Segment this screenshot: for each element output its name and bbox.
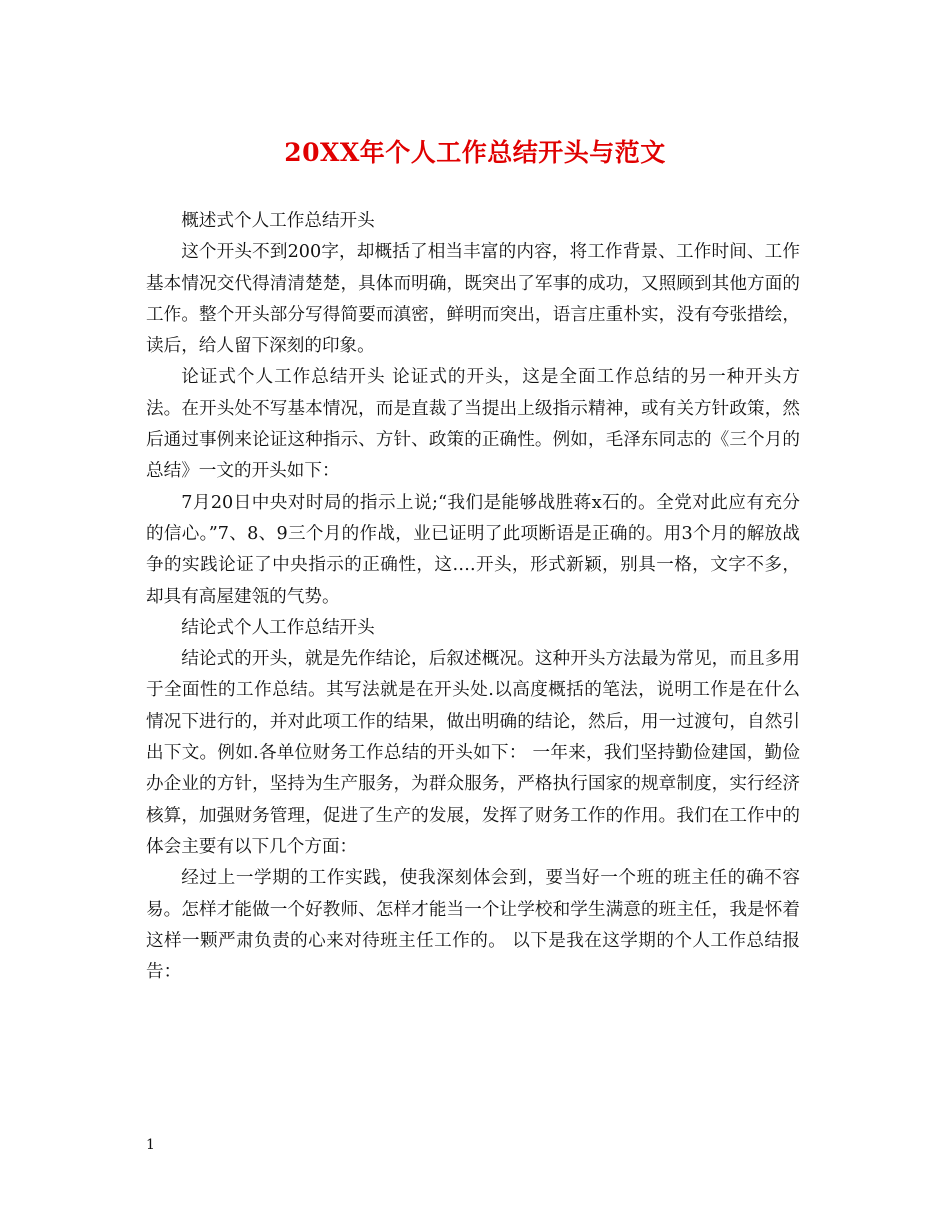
heading-conclusion-opening: 结论式个人工作总结开头 xyxy=(181,617,375,638)
page-number: 1 xyxy=(146,1137,155,1153)
heading-overview-opening: 概述式个人工作总结开头 xyxy=(181,211,375,231)
paragraph: 论证式个人工作总结开头 论证式的开头，这是全面工作总结的另一种开头方法。在开头处不写基本情况，而是直裁了当提出上级指示精神，或有关方针政策，然后通过事例来论证这种指示、方针、政策的正确性。例如，毛泽东同志的《三个月的总结》一文的开头如下： xyxy=(146,367,800,482)
paragraph: 这个开头不到200字，却概括了相当丰富的内容，将工作背景、工作时间、工作基本情况交代得清清楚楚，具体而明确，既突出了军事的成功，又照顾到其他方面的工作。整个开头部分写得简要而滇密，鲜明而突出，语言庄重朴实，没有夸张措绘，读后，给人留下深刻的印象。 xyxy=(146,242,800,357)
document-title: 20XX年个人工作总结开头与范文 xyxy=(284,138,666,167)
paragraph: 结论式的开头，就是先作结论，后叙述概况。这种开头方法最为常见，而且多用于全面性的工作总结。其写法就是在开头处.以高度概括的笔法，说明工作是在什么情况下进行的，并对此项工作的结果，做出明确的结论，然后，用一过渡句，自然引出下文。例如.各单位财务工作总结的开头如下： 一年来，我们坚持勤俭建国，勤俭办企业的方针，坚持为生产服务，为群众服务，严格执行国家的规章制度，实行经济核算，加强财务管理，促进了生产的发展，发挥了财务工作的作用。我们在工作中的体会主要有以下几个方面： xyxy=(146,649,800,857)
paragraph: 经过上一学期的工作实践，使我深刻体会到，要当好一个班的班主任的确不容易。怎样才能做一个好教师、怎样才能当一个让学校和学生满意的班主任，我是怀着这样一颗严肃负责的心来对待班主任工作的。 以下是我在这学期的个人工作总结报告： xyxy=(146,868,800,983)
document-body xyxy=(146,206,800,988)
paragraph: 7月20日中央对时局的指示上说;“我们是能够战胜蒋x石的。全党对此应有充分的信心。”7、8、9三个月的作战，业已证明了此项断语是正确的。用3个月的解放战争的实践论证了中央指示的正确性，这….开头，形式新颖，别具一格，文字不多，却具有高屋建瓴的气势。 xyxy=(146,492,800,607)
